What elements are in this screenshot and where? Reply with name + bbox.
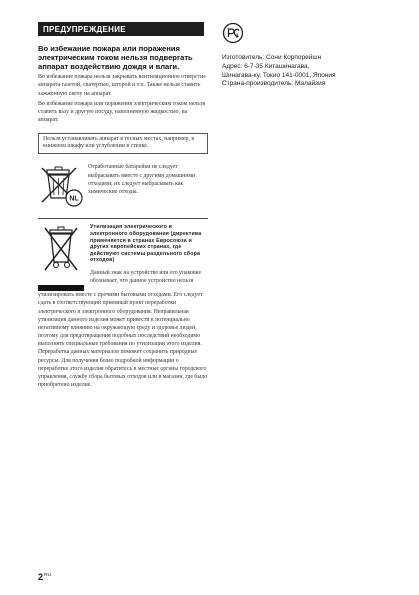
crossed-bin-nl-icon bbox=[38, 164, 84, 210]
manufacturer-line-1: Изготовитель: Сони Корпорейшн bbox=[222, 54, 322, 61]
warning-headline: Во избежание пожара или поражения электрическим током нельзя подвергать аппарат воздействию дождя и влаги. bbox=[38, 44, 193, 72]
weee-side-column bbox=[90, 224, 208, 291]
crossed-wheelie-bin-icon bbox=[42, 224, 80, 274]
left-column bbox=[38, 22, 208, 389]
page-language-code: RU bbox=[44, 573, 51, 578]
weee-side-text: Данный знак на устройстве или его упаковке обозначает, что данное устройство нельзя bbox=[90, 269, 202, 284]
weee-body-text: утилизировать вместе с прочими бытовыми отходами. Его следует сдать в соответствующий приемный пункт переработки электрического и электронного оборудования. Неправильная утилизация данного изделия может привести к потенциально негативному влиянию на окружающую среду и здоровье людей, поэтому для предотвращения подобных последствий необходимо выполнять специальные требования по утилизации этого изделия. Переработка данных материалов поможет сохранить природные ресурсы. Для получения более подробной информации о переработке этого изделия обратитесь в местные органы городского управления, службу сбора бытовых отходов или в магазин, где было приобретено изделие. bbox=[38, 292, 208, 389]
manufacturer-line-4: Страна-производитель: Малайзия bbox=[222, 80, 326, 88]
manufacturer-line-3: Шинагава-ку, Токио 141-0001, Япония bbox=[222, 71, 336, 79]
warning-paragraph-2: Во избежание пожара или поражения электрическим током нельзя ставить вазу и другую посуду, наполненную жидкостью, на аппарат. bbox=[38, 100, 206, 124]
battery-disposal-text: Отработанные батарейки не следует выбрасывать вместе с другими домашними отходами; их следует выбрасывать как химические отходы. bbox=[88, 164, 196, 196]
right-column bbox=[222, 22, 402, 89]
warning-heading: ПРЕДУПРЕЖДЕНИЕ bbox=[38, 22, 204, 36]
section-divider bbox=[38, 218, 208, 219]
warning-paragraph-1: Во избежание пожара нельзя закрывать вентиляционное отверстие аппарата газетой, скатертью, шторой и т.п. Также нельзя ставить зажженную свечу на аппарат. bbox=[38, 74, 206, 97]
manufacturer-info bbox=[222, 54, 402, 89]
page-number bbox=[38, 572, 51, 582]
nl-badge-text: NL bbox=[69, 195, 79, 203]
weee-symbol bbox=[38, 224, 84, 291]
weee-section bbox=[38, 224, 208, 291]
pct-certification-logo bbox=[222, 22, 244, 44]
weee-title: Утилизация электрического и электронного оборудования (директива применяется в странах Евросоюза и других европейских странах, где действуют системы раздельного сбора отходов) bbox=[90, 224, 202, 264]
page-number-value: 2 bbox=[38, 572, 44, 582]
placement-note-box: Нельзя устанавливать аппарат в тесных местах, например, в книжном шкафу или углублении в стенке. bbox=[38, 133, 208, 155]
battery-section bbox=[38, 164, 208, 210]
manufacturer-line-2: Адрес: 6-7-35 Киташинагава, bbox=[222, 62, 310, 70]
